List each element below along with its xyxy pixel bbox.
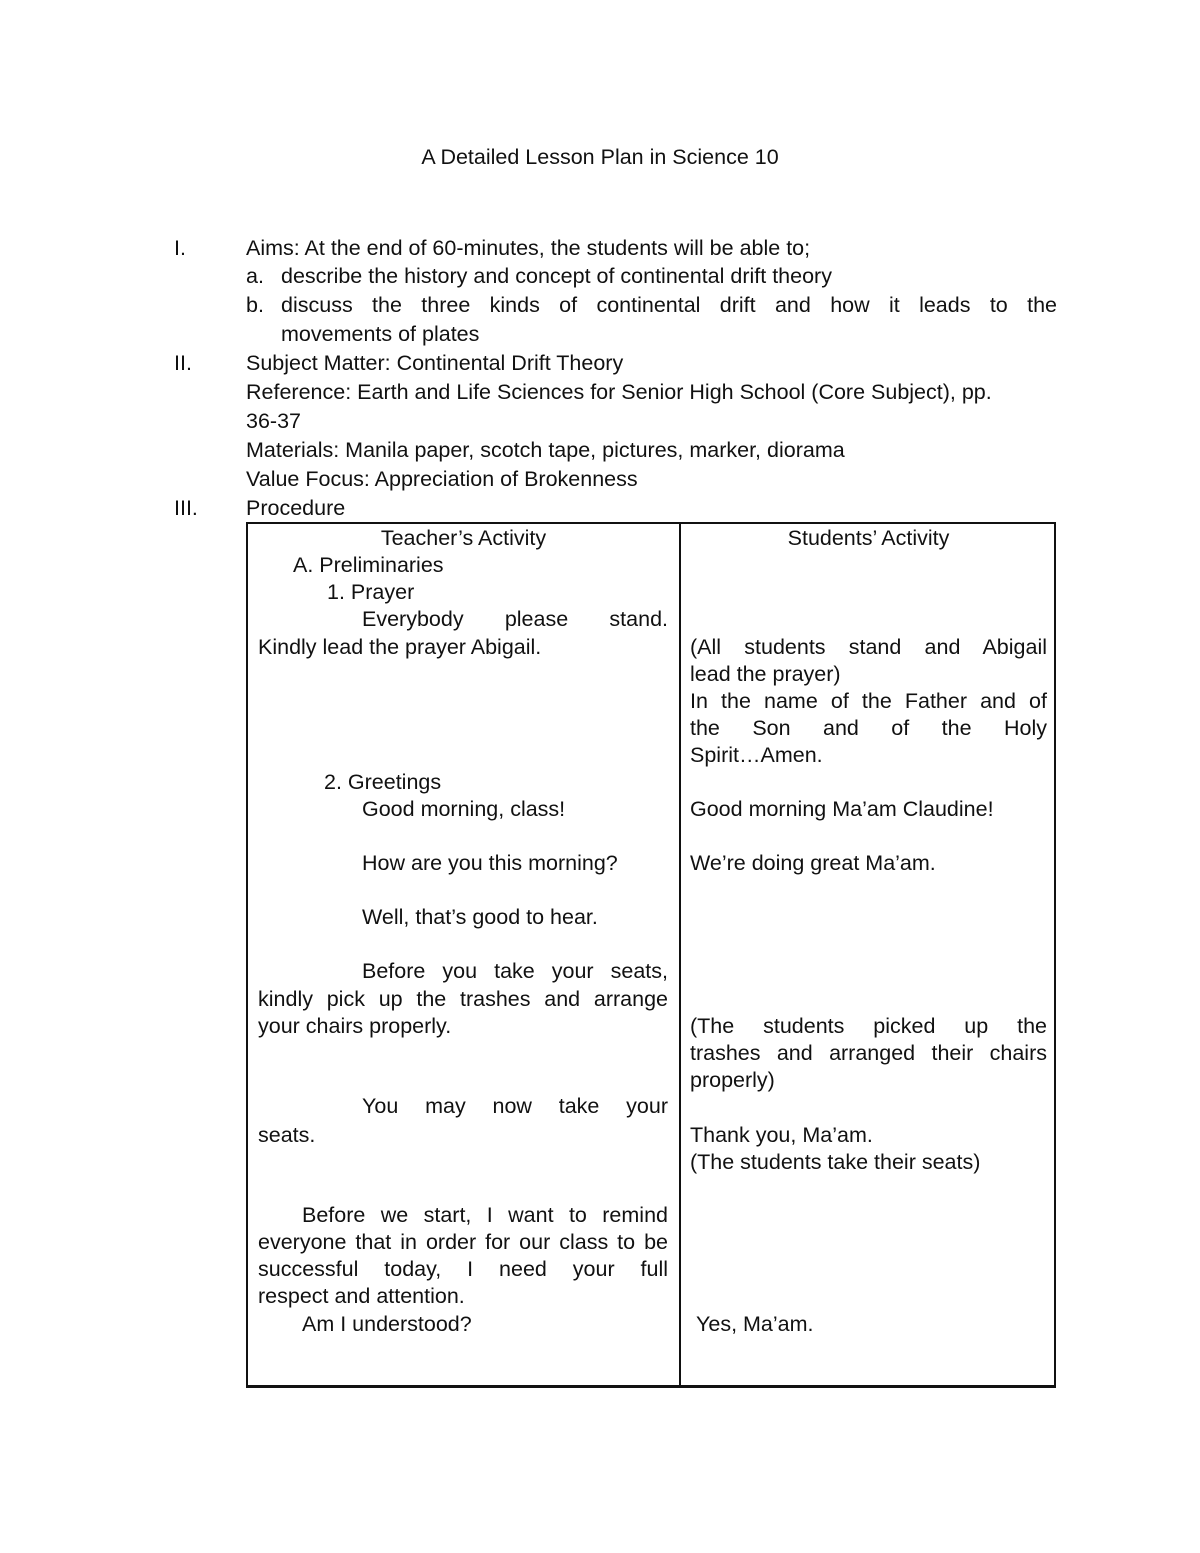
aims-item-b-line1: discuss the three kinds of continental drift and how it leads to the <box>281 293 1057 317</box>
section-numeral-procedure: III. <box>174 496 198 520</box>
aims-item-a-text: describe the history and concept of continental drift theory <box>281 264 832 288</box>
teacher-now-line1: You may now take your <box>362 1094 668 1118</box>
prayer-heading: 1. Prayer <box>327 580 415 604</box>
aims-item-marker-b: b. <box>246 293 264 317</box>
aims-item-marker-a: a. <box>246 264 264 288</box>
students-trash-line3: properly) <box>690 1068 775 1092</box>
students-prayer-line5: Spirit…Amen. <box>690 743 823 767</box>
reference-line1: Reference: Earth and Life Sciences for Senior High School (Core Subject), pp. <box>246 380 992 404</box>
page-title: A Detailed Lesson Plan in Science 10 <box>421 145 779 169</box>
preliminaries-heading: A. Preliminaries <box>293 553 444 577</box>
students-greeting-reply: Good morning Ma’am Claudine! <box>690 797 994 821</box>
table-column-divider <box>679 522 681 1388</box>
students-yes: Yes, Ma’am. <box>696 1312 814 1336</box>
teacher-greeting: Good morning, class! <box>362 797 566 821</box>
students-prayer-line2: lead the prayer) <box>690 662 841 686</box>
materials: Materials: Manila paper, scotch tape, pictures, marker, diorama <box>246 438 845 462</box>
teacher-activity-header: Teacher’s Activity <box>380 526 547 550</box>
teacher-question: How are you this morning? <box>362 851 618 875</box>
teacher-seats-line1: Before you take your seats, <box>362 959 668 983</box>
value-focus: Value Focus: Appreciation of Brokenness <box>246 467 638 491</box>
subject-matter: Subject Matter: Continental Drift Theory <box>246 351 624 375</box>
aims-heading: Aims: At the end of 60-minutes, the students will be able to; <box>246 236 811 260</box>
section-numeral-subject: II. <box>174 351 192 375</box>
students-prayer-line3: In the name of the Father and of <box>690 689 1047 713</box>
reference-line2: 36-37 <box>246 409 301 433</box>
aims-item-b-line2: movements of plates <box>281 322 480 346</box>
students-take-seats: (The students take their seats) <box>690 1150 981 1174</box>
students-doing-great: We’re doing great Ma’am. <box>690 851 936 875</box>
teacher-remind-line1: Before we start, I want to remind <box>302 1203 668 1227</box>
teacher-prayer-line1: Everybody please stand. <box>362 607 668 631</box>
students-prayer-line4: the Son and of the Holy <box>690 716 1047 740</box>
students-trash-line2: trashes and arranged their chairs <box>690 1041 1047 1065</box>
students-prayer-line1: (All students stand and Abigail <box>690 635 1047 659</box>
students-trash-line1: (The students picked up the <box>690 1014 1047 1038</box>
procedure-heading: Procedure <box>246 496 346 520</box>
teacher-now-line2: seats. <box>258 1123 316 1147</box>
teacher-response: Well, that’s good to hear. <box>362 905 598 929</box>
students-thank-you: Thank you, Ma’am. <box>690 1123 873 1147</box>
teacher-remind-line3: successful today, I need your full <box>258 1257 668 1281</box>
teacher-seats-line2: kindly pick up the trashes and arrange <box>258 987 668 1011</box>
greetings-heading: 2. Greetings <box>324 770 442 794</box>
teacher-seats-line3: your chairs properly. <box>258 1014 452 1038</box>
teacher-prayer-line2: Kindly lead the prayer Abigail. <box>258 635 542 659</box>
teacher-remind-line4: respect and attention. <box>258 1284 465 1308</box>
teacher-understood: Am I understood? <box>302 1312 472 1336</box>
teacher-remind-line2: everyone that in order for our class to be <box>258 1230 668 1254</box>
students-activity-header: Students’ Activity <box>787 526 950 550</box>
section-numeral-aims: I. <box>174 236 186 260</box>
